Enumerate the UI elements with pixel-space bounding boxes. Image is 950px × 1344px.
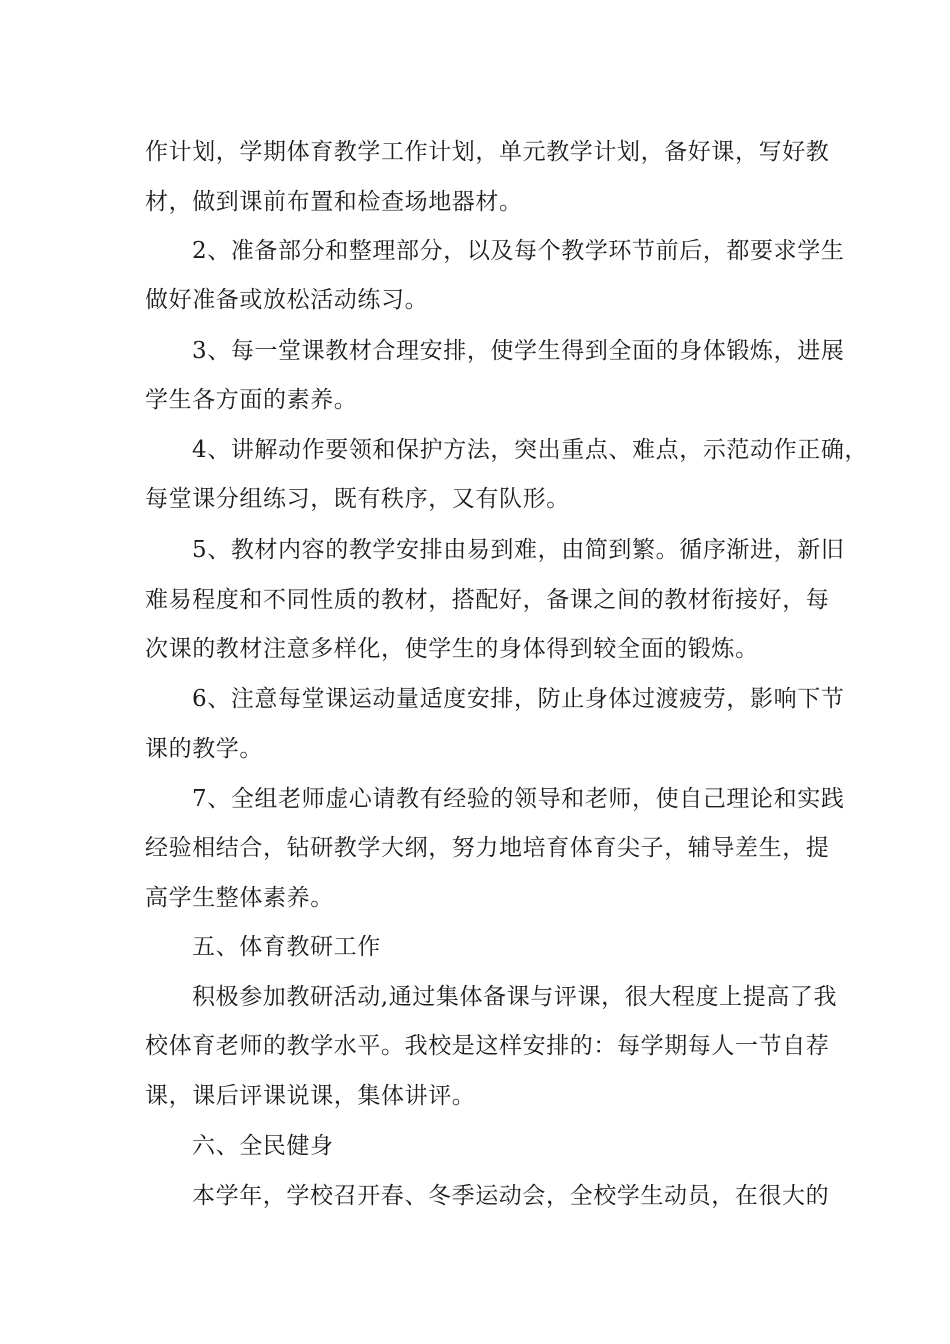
section-heading: 六、全民健身 [192,1133,334,1159]
paragraph-start-line: 积极参加教研活动,通过集体备课与评课，很大程度上提高了我 [192,984,838,1010]
paragraph-start-line: 2、准备部分和整理部分，以及每个教学环节前后，都要求学生 [192,238,845,264]
paragraph-start-line: 本学年，学校召开春、冬季运动会，全校学生动员，在很大的 [192,1183,830,1209]
text-line: 次课的教材注意多样化，使学生的身体得到较全面的锻炼。 [145,636,759,662]
text-line: 做好准备或放松活动练习。 [145,287,429,313]
text-line: 材，做到课前布置和检查场地器材。 [145,189,523,215]
paragraph-start-line: 6、注意每堂课运动量适度安排，防止身体过渡疲劳，影响下节 [192,686,845,712]
section-heading: 五、体育教研工作 [192,934,381,960]
paragraph-start-line: 5、教材内容的教学安排由易到难，由简到繁。循序渐进，新旧 [192,537,845,563]
text-line: 课，课后评课说课，集体讲评。 [145,1083,476,1109]
paragraph-start-line: 7、全组老师虚心请教有经验的领导和老师，使自己理论和实践 [192,786,845,812]
paragraph-start-line: 3、每一堂课教材合理安排，使学生得到全面的身体锻炼，进展 [192,338,845,364]
text-line: 学生各方面的素养。 [145,387,358,413]
text-line: 难易程度和不同性质的教材，搭配好，备课之间的教材衔接好，每 [145,587,830,613]
text-line: 作计划，学期体育教学工作计划，单元教学计划，备好课，写好教 [145,139,830,165]
text-line: 经验相结合，钻研教学大纲，努力地培育体育尖子，辅导差生，提 [145,835,830,861]
text-line: 课的教学。 [145,736,263,762]
text-line: 高学生整体素养。 [145,885,334,911]
text-line: 校体育老师的教学水平。我校是这样安排的：每学期每人一节自荐 [145,1033,830,1059]
paragraph-start-line: 4、讲解动作要领和保护方法，突出重点、难点，示范动作正确， [192,437,869,463]
text-line: 每堂课分组练习，既有秩序，又有队形。 [145,486,570,512]
